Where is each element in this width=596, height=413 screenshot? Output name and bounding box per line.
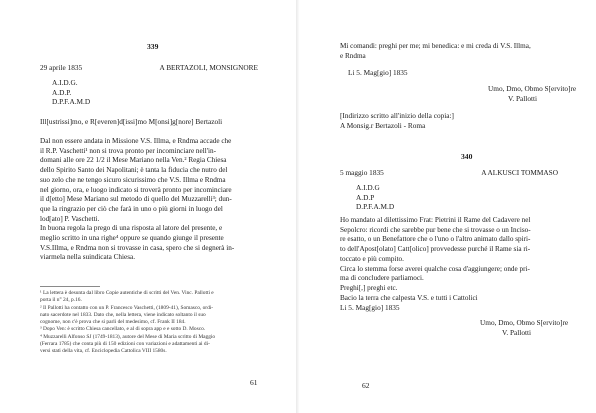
body-line: Bacio la terra che calpesta V.S. e tutti i Cattolici <box>340 293 478 302</box>
closing-line: Umo, Dmo, Obmo S[ervito]re <box>480 318 569 327</box>
footnote-line: (Ferrara 1785) che conta più di 150 edizioni con variazioni e adattamenti ai di- <box>40 341 210 348</box>
body-line: Ho mandato al dilettissimo Frat: Pietrini il Rame del Cadavere nel <box>340 216 531 224</box>
document-number: 340 <box>461 152 473 161</box>
footnote-line: nato sacerdote nel 1833. Dato che, nella lettera, viene indicato soltanto il suo <box>40 311 206 318</box>
letter-recipient: A BERTAZOLI, MONSIGNORE <box>159 63 258 72</box>
body-line: viarmela nella suindicata Chiesa. <box>40 253 135 262</box>
body-line: toccato e più compito. <box>340 254 404 263</box>
page-number: 61 <box>250 378 258 387</box>
document-number: 339 <box>147 42 159 51</box>
abbreviations-block <box>52 78 90 107</box>
abbreviation-line: A.D.P <box>356 192 375 202</box>
abbreviation-line: A.I.D.G. <box>52 78 78 87</box>
abbreviation-line: D.P.F.A.M.D <box>356 202 395 212</box>
letter-body <box>340 216 531 303</box>
footnote-line: ² Il Pallotti ha contatto con un P. Francesco Vaschetti, (1809-41), Somasco, ordi- <box>40 304 214 311</box>
body-line: ma di concludere parliamoci. <box>340 274 424 283</box>
letter-body <box>40 137 234 263</box>
closing-signature <box>480 318 568 337</box>
body-line: Preghi[,] preghi etc. <box>340 283 398 292</box>
abbreviation-line: A.I.D.G <box>356 183 380 192</box>
footnote-line: ³ Dopo Ven: è scritto Chiesa cancellato, e al di sopra app e e sotto D. Mosco. <box>40 326 206 333</box>
letter-continuation <box>340 42 531 61</box>
signature-line: V. Pallotti <box>502 327 532 337</box>
place-date: Li 5. Mag[gio] 1835 <box>340 303 400 312</box>
body-line: suo zelo che ne tengo sicuro sicurissimo che V.S. Illma e Rndma <box>40 175 226 184</box>
footnote-line: ⁴ Muzzarelli Alfonso SJ (1749-1813), autore del Mese di Maria scritto di Maggio <box>40 333 216 340</box>
footnote-line: cognome, non c'è prova che si parli del medesimo, cf. Frank II 184. <box>40 319 186 326</box>
letter-date: 5 maggio 1835 <box>340 168 384 177</box>
salutation: Ill[ustrissi]mo, e R[everen]d[issi]mo M[onsi]g[nore] Bertazoli <box>40 117 223 126</box>
footnote-line: versi stati della vita, cf. Enciclopedia Cattolica VIII 1580s. <box>40 348 167 355</box>
body-line: il d[etto] Mese Mariano sul metodo di quello del Muzzarelli³; dun- <box>40 195 232 204</box>
footnotes <box>40 290 215 356</box>
closing-line: Umo, Dmo, Obmo S[ervito]re <box>488 84 577 93</box>
body-line: il R.P. Vaschetti¹ non si trova pronto per incominciare nell'in- <box>40 146 216 155</box>
address-note <box>340 111 454 130</box>
signature-line: V. Pallotti <box>508 93 538 103</box>
body-line: dello Spirito Santo dei Napolitani; è tanta la fiducia che nutro del <box>40 166 228 175</box>
body-line: Mi comandi: preghi per me; mi benedica: e mi creda di V.S. Illma, <box>340 42 531 50</box>
place-date: Li 5. Mag[gio] 1835 <box>348 68 408 77</box>
closing-signature <box>488 84 576 103</box>
body-line: Circa lo stemma forse averei qualche cosa d'aggiungere; onde pri- <box>340 264 530 273</box>
body-line: domani alle ore 22 1/2 il Mese Mariano nella Ven.² Regia Chiesa <box>40 156 227 165</box>
body-line: re esatto, o un Benefattore che o l'uno o l'altro animato dallo spiri- <box>340 235 531 244</box>
address-line: A Monsig.r Bertazoli - Roma <box>340 120 426 130</box>
letter-date: 29 aprile 1835 <box>40 63 83 72</box>
body-line: V.S.Illma, e Rndma non si trovasse in casa, spero che si degnerà in- <box>40 243 235 252</box>
body-line: lod[ato] P. Vaschetti. <box>40 214 100 223</box>
body-line: meglio scritto in una righe⁴ oppure se quando giunge il presente <box>40 234 224 243</box>
footnote-line: ¹ La lettera è desunta dal libro Copie autentiche di scritti del Ven. Vinc. Pallotti e <box>40 290 214 296</box>
footnote-divider <box>40 286 100 287</box>
letter-recipient: A ALKUSCI TOMMASO <box>481 168 558 177</box>
footnote-line: porta il n° 24, p.16. <box>40 297 82 304</box>
right-page <box>300 0 596 413</box>
body-line: In buona regola la prego di una risposta al latore del presente, e <box>40 224 223 233</box>
abbreviation-line: D.P.F.A.M.D <box>52 97 91 107</box>
body-line: que la ringrazio per ciò che farà in uno o più giorni in luogo del <box>40 204 223 213</box>
body-line: to dell'Apost[olato] Catt[olico] provvedesse purché il Rame sia ri- <box>340 245 531 254</box>
body-line: nel giorno, ora, e luogo indicato si troverà pronto per incominciare <box>40 185 232 194</box>
body-line: Dal non essere andata in Missione V.S. Illma, e Rndma accade che <box>40 137 232 145</box>
address-line: [Indirizzo scritto all'inizio della copia:] <box>340 111 454 120</box>
body-line: e Rndma <box>340 51 366 60</box>
body-line: Sepolcro: ricordi che sarebbe pur bene che si trovasse o un Inciso- <box>340 225 531 234</box>
page-number: 62 <box>362 381 370 390</box>
abbreviations-block <box>356 183 394 212</box>
abbreviation-line: A.D.P. <box>52 87 72 97</box>
